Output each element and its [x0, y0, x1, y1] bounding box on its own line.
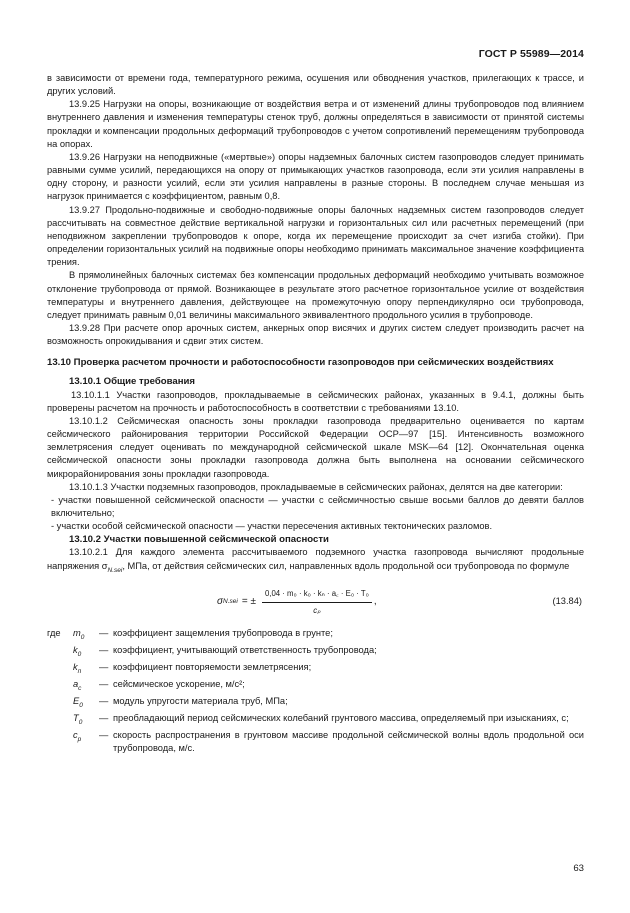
- paragraph-13-10-1-3: 13.10.1.3 Участки подземных газопроводов, прокладываемые в сейсмических районах, делятся на две категории:: [69, 481, 563, 492]
- definition-row: [47, 729, 584, 755]
- formula-expression: [217, 587, 377, 617]
- definition-symbol: $T_0$: [73, 712, 83, 726]
- subsection-title-13-10-1: 13.10.1 Общие требования: [69, 376, 196, 388]
- paragraph-continuation: в зависимости от времени года, температурного режима, осушения или обводнения участков, прилегающих к трассе, и других условий.: [47, 73, 584, 97]
- paragraph-13-9-27: 13.9.27 Продольно-подвижные и свободно-подвижные опоры балочных надземных систем газопроводов следует рассчитывать на совместное действие вертикальной нагрузки и горизонтальных сил или расчетных перемещений (при неподвижном закреплении трубопроводов к опоре, когда их перемещение происходит за счет изгиба стойки). При определении горизонтальных усилий на подвижные опоры необходимо принимать максимальное значение коэффициента трения.: [47, 204, 584, 268]
- paragraph-13-9-25: 13.9.25 Нагрузки на опоры, возникающие от воздействия ветра и от изменений длины трубопроводов под влиянием внутреннего давления и изменения температуры стенок труб, должны определяться в зависимости от принятой системы прокладки и компенсации продольных деформаций трубопроводов с учетом сопротивлений перемещениям трубопровода на опорах.: [47, 99, 584, 149]
- definition-row: [47, 712, 584, 729]
- definition-row: [47, 678, 584, 695]
- definition-symbol: $E_0$: [73, 695, 83, 709]
- definition-text: коэффициент, учитывающий ответственность трубопровода;: [113, 644, 377, 655]
- formula-numerator: 0,04 · m₀ · k₀ · kₙ · a꜀ · E₀ · T₀: [262, 587, 372, 603]
- definition-dash: —: [99, 627, 109, 638]
- para-text-a: 13.10.2.1 Для каждого элемента рассчитываемого подземного участка газопровода вычисляют продольные напряжения σ: [47, 547, 584, 571]
- definition-dash: —: [99, 678, 109, 689]
- equation-number: (13.84): [552, 595, 582, 606]
- definition-text: коэффициент защемления трубопровода в грунте;: [113, 627, 333, 638]
- definition-symbol: $k_п$: [73, 661, 82, 675]
- page-content: [47, 72, 584, 755]
- standard-code-header: ГОСТ Р 55989—2014: [478, 48, 584, 60]
- formula-tail: ,: [373, 596, 377, 608]
- formula-denominator: cₚ: [313, 605, 321, 615]
- paragraph-13-9-28: 13.9.28 При расчете опор арочных систем, анкерных опор висячих и других систем следует производить расчет на возможность опрокидывания и сдвиг этих систем.: [47, 322, 584, 347]
- formula-fraction: [262, 587, 372, 617]
- where-lead: где: [47, 627, 61, 638]
- para-text-b: , МПа, от действия сейсмических сил, направленных вдоль продольной оси трубопровода по формуле: [122, 560, 570, 571]
- list-item-increased-hazard: - участки повышенной сейсмической опасности — участки с сейсмичностью свыше восьми баллов до девяти баллов включительно;: [51, 494, 584, 518]
- formula-lhs: σ: [217, 596, 224, 608]
- definition-symbol: $a_c$: [73, 678, 82, 692]
- page-number: 63: [573, 863, 584, 874]
- definition-text: скорость распространения в грунтовом массиве продольной сейсмической волны вдоль продольной оси трубопровода, м/с.: [113, 729, 584, 753]
- paragraph-13-10-1-2: 13.10.1.2 Сейсмическая опасность зоны прокладки газопровода предварительно оценивается по картам сейсмического районирования территории Российской Федерации ОСР—97 [15]. Интенсивность возможного землетрясения следует оценивать по международной сейсмической шкале MSK—64 [12]. Окончательная оценка сейсмической опасности зоны прокладки газопровода должна быть выполнена на основании сейсмического микрорайонирования зоны прокладки газопровода.: [47, 415, 584, 479]
- paragraph-beam-systems: В прямолинейных балочных системах без компенсации продольных деформаций необходимо учитывать возможное отклонение трубопровода от прямой. Возникающее в результате этого расчетное горизонтальное усилие от воздействия температуры и внутреннего давления, действующее на промежуточную опору перпендикулярно оси трубопровода, следует принимать равным 0,01 величины максимального эквивалентного продольного усилия в трубопроводе.: [47, 270, 584, 320]
- formula-lhs-subscript: N.sei: [223, 598, 238, 606]
- definition-symbol: $c_p$: [73, 729, 82, 743]
- definition-dash: —: [99, 644, 109, 655]
- paragraph-13-9-26: 13.9.26 Нагрузки на неподвижные («мертвые») опоры надземных балочных систем газопроводов следует принимать равными сумме усилий, передающихся на опору от примыкающих участков газопровода, если эти усилия направлены в одну сторону, и разности усилий, если эти усилия направлены в разные стороны. В последнем случае меньшая из нагрузок принимается с коэффициентом, равным 0,8.: [47, 151, 584, 202]
- definition-dash: —: [99, 712, 109, 723]
- formula-relation: = ±: [241, 596, 256, 608]
- definition-dash: —: [99, 661, 109, 672]
- subsection-title-13-10-2: 13.10.2 Участки повышенной сейсмической опасности: [69, 534, 329, 546]
- definition-text: коэффициент повторяемости землетрясения;: [113, 661, 312, 672]
- list-item-special-hazard: - участки особой сейсмической опасности — участки пересечения активных тектонических разломов.: [51, 521, 493, 532]
- definition-text: модуль упругости материала труб, МПа;: [113, 695, 288, 706]
- sigma-subscript: N.sei: [107, 566, 123, 574]
- formula-13-84: [47, 583, 584, 621]
- section-title-13-10: 13.10 Проверка расчетом прочности и работоспособности газопроводов при сейсмических воздействиях: [47, 357, 554, 369]
- definition-text: сейсмическое ускорение, м/с²;: [113, 678, 245, 689]
- variable-definitions: [47, 627, 584, 755]
- definition-text: преобладающий период сейсмических колебаний грунтового массива, определяемый при изысканиях, с;: [113, 712, 569, 723]
- definition-dash: —: [99, 695, 109, 706]
- definition-symbol: $k_0$: [73, 644, 82, 658]
- definition-row: [47, 661, 584, 678]
- definition-row: [47, 627, 584, 644]
- definition-symbol: $m_0$: [73, 627, 85, 641]
- paragraph-13-10-2-1: [47, 546, 584, 576]
- definition-row: [47, 644, 584, 661]
- paragraph-13-10-1-1: 13.10.1.1 Участки газопроводов, прокладываемые в сейсмических районах, указанных в 9.4.1, должны быть проверены расчетом на прочность и работоспособность в соответствии с требованиями 13.10.: [47, 389, 584, 413]
- definition-dash: —: [99, 729, 109, 740]
- definition-row: [47, 695, 584, 712]
